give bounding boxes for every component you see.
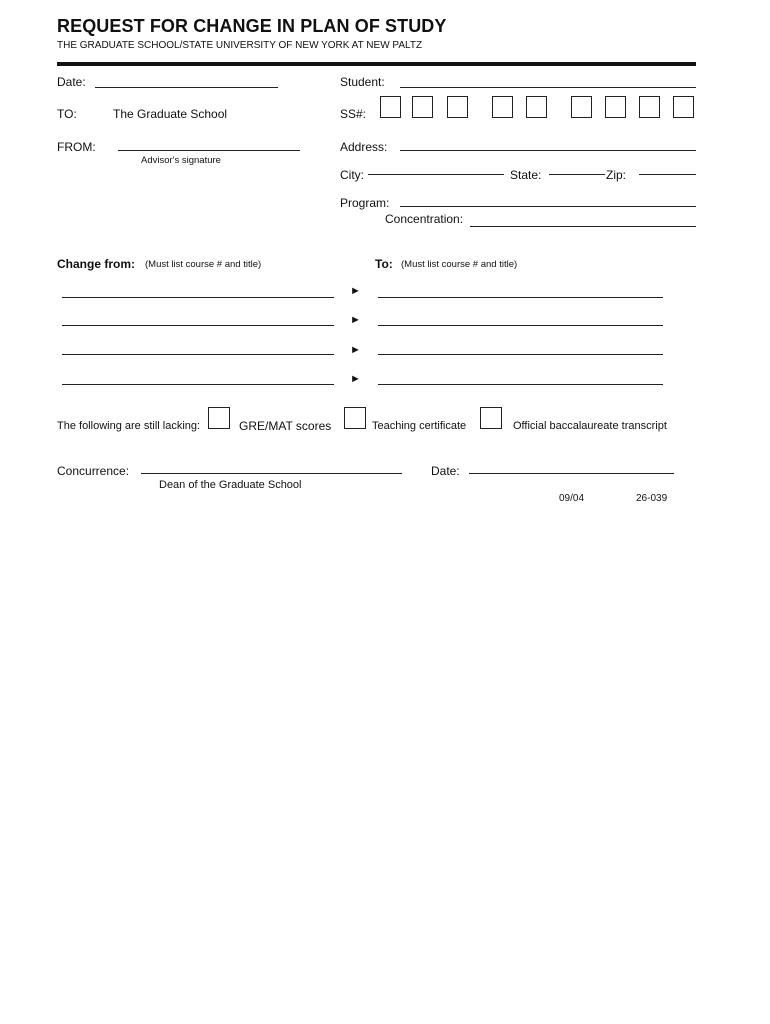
ss-digit-box[interactable] [412, 96, 433, 118]
change-to-note: (Must list course # and title) [401, 259, 518, 270]
from-label: FROM: [57, 140, 96, 154]
concentration-label: Concentration: [385, 212, 464, 226]
concentration-field[interactable] [470, 226, 696, 227]
zip-field[interactable] [639, 174, 696, 175]
ss-digit-box[interactable] [492, 96, 513, 118]
ss-digit-box[interactable] [639, 96, 660, 118]
change-from-field[interactable] [62, 354, 334, 355]
change-from-field[interactable] [62, 297, 334, 298]
dean-caption: Dean of the Graduate School [159, 479, 302, 491]
change-from-field[interactable] [62, 325, 334, 326]
transcript-checkbox[interactable] [480, 407, 502, 429]
teaching-certificate-label: Teaching certificate [372, 420, 467, 432]
advisor-caption: Advisor's signature [141, 155, 221, 166]
change-to-field[interactable] [378, 325, 663, 326]
ss-label: SS#: [340, 107, 367, 121]
change-from-field[interactable] [62, 384, 334, 385]
gre-mat-checkbox[interactable] [208, 407, 230, 429]
address-field[interactable] [400, 150, 696, 151]
program-field[interactable] [400, 206, 696, 207]
header-rule [57, 62, 696, 66]
form-title: REQUEST FOR CHANGE IN PLAN OF STUDY [57, 16, 447, 36]
form-number: 26-039 [636, 493, 668, 504]
zip-label: Zip: [606, 168, 627, 182]
city-label: City: [340, 168, 364, 182]
date-field[interactable] [95, 87, 278, 88]
student-field[interactable] [400, 87, 696, 88]
to-label: TO: [57, 107, 77, 121]
advisor-signature-field[interactable] [118, 150, 300, 151]
program-label: Program: [340, 196, 390, 210]
concurrence-date-label: Date: [431, 464, 460, 478]
arrow-icon: ► [350, 314, 361, 326]
dean-signature-field[interactable] [141, 473, 402, 474]
ss-digit-box[interactable] [605, 96, 626, 118]
change-to-field[interactable] [378, 354, 663, 355]
ss-digit-box[interactable] [447, 96, 468, 118]
concurrence-date-field[interactable] [469, 473, 674, 474]
concurrence-label: Concurrence: [57, 464, 130, 478]
ss-digit-box[interactable] [571, 96, 592, 118]
date-label: Date: [57, 75, 86, 89]
teaching-certificate-checkbox[interactable] [344, 407, 366, 429]
change-from-label: Change from: [57, 257, 135, 271]
gre-mat-label: GRE/MAT scores [239, 419, 332, 433]
student-label: Student: [340, 75, 385, 89]
lacking-label: The following are still lacking: [57, 420, 201, 432]
address-label: Address: [340, 140, 388, 154]
arrow-icon: ► [350, 373, 361, 385]
to-value: The Graduate School [113, 107, 228, 121]
change-to-field[interactable] [378, 384, 663, 385]
transcript-label: Official baccalaureate transcript [513, 420, 667, 432]
revision-date: 09/04 [559, 493, 585, 504]
form-subtitle: THE GRADUATE SCHOOL/STATE UNIVERSITY OF NEW YORK AT NEW PALTZ [57, 40, 423, 51]
ss-digit-box[interactable] [673, 96, 694, 118]
change-to-field[interactable] [378, 297, 663, 298]
city-field[interactable] [368, 174, 504, 175]
change-from-note: (Must list course # and title) [145, 259, 262, 270]
state-field[interactable] [549, 174, 605, 175]
state-label: State: [510, 168, 542, 182]
arrow-icon: ► [350, 344, 361, 356]
ss-digit-box[interactable] [526, 96, 547, 118]
ss-digit-box[interactable] [380, 96, 401, 118]
arrow-icon: ► [350, 285, 361, 297]
change-to-label: To: [375, 257, 393, 271]
